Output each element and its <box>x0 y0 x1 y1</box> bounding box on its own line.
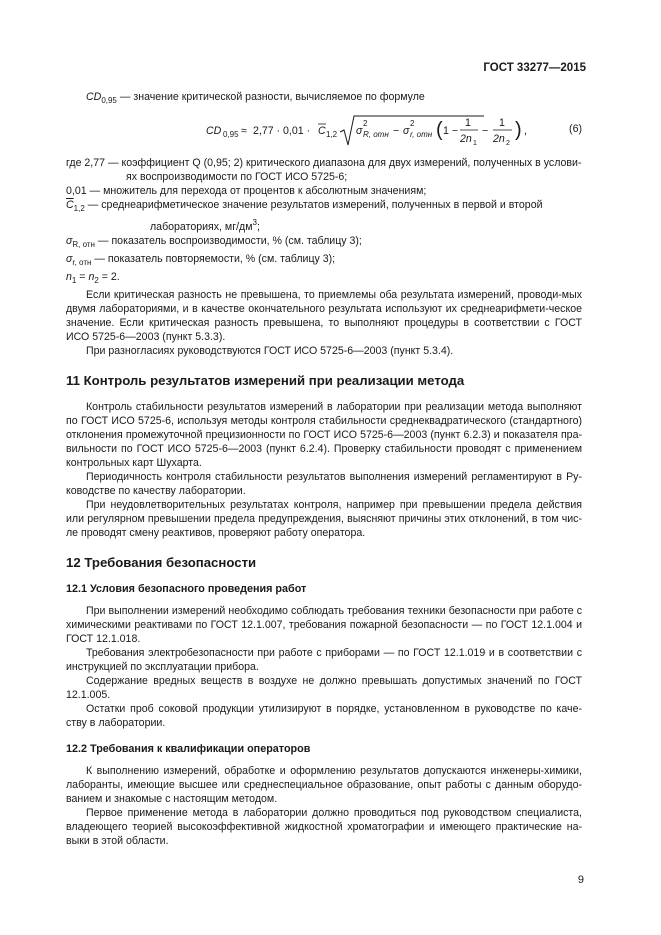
document-header: ГОСТ 33277—2015 <box>483 62 586 74</box>
formula-approx: ≈ <box>241 125 247 137</box>
page-number: 9 <box>577 874 584 886</box>
section-11-title: 11 Контроль результатов измерений при реализации метода <box>66 373 465 388</box>
paragraph: Требования электробезопасности при работе с приборами — по ГОСТ 12.1.019 и в соответствии с инструкцией по эксплуатации прибора. <box>66 647 582 673</box>
formula-paren-open: ( <box>436 119 443 141</box>
paragraph: Периодичность контроля стабильности результатов выполнения измерений регламентируют в Ру-ководстве по качеству лаборатории. <box>66 471 582 497</box>
formula-sigma-rr: σ <box>403 125 410 137</box>
formula-paren-close: ) <box>515 119 522 141</box>
page-content <box>66 90 582 848</box>
paragraph: При разногласиях руководствуются ГОСТ ИСО 5725-6—2003 (пункт 5.3.4). <box>86 345 454 357</box>
paragraph: При неудовлетворительных результатах контроля, например при превышении предела действия или регулярном превышении предела предупреждения, выясняют причины этих отклонений, в том чис-ле проводят смену реактивов, проверяют работу оператора. <box>66 499 582 539</box>
formula-graphic <box>66 112 536 150</box>
legend-mean: $\overline{C}_{1,2}$ — среднеарифметическое значение результатов измерений, полученных в первой и второй лабораториях, $мг/дм^3$; <box>66 199 543 233</box>
formula-sigma-r: σ <box>356 125 363 137</box>
formula-sigma-rr-sub: r, отн <box>410 130 433 139</box>
section-12-title: 12 Требования безопасности <box>66 555 257 570</box>
paragraph: Если критическая разность не превышена, то приемлемы оба результата измерений, проводи-мых двумя лабораториями, и в качестве окончательного результата используют их среднеарифмети-ческое значение. Если критическая разность превышена, то выполняют процедуры в соответствии с ГОСТ ИСО 5725-6—2003 (пункт 5.3.3). <box>66 289 582 343</box>
paragraph: Контроль стабильности результатов измерений в лаборатории при реализации метода выполняют по ГОСТ ИСО 5725-6, используя методы контроля стабильности среднеквадратического (стандартного) отклонения промежуточной прецизионности по ГОСТ ИСО 5725-6—2003 (пункт 6.2.3) и показателя пра-вильности по ГОСТ ИСО 5725-6—2003 (пункт 6.2.4). Проверку стабильности проводят с применением контрольных карт Шухарта. <box>66 401 582 469</box>
formula-frac2-den: 2n <box>493 133 505 145</box>
formula-sigma-r-sub: R, отн <box>363 130 389 139</box>
formula-lhs: CD <box>206 125 222 137</box>
formula-cbar: C <box>318 125 326 137</box>
formula-minus-2: − <box>482 125 489 137</box>
cd-intro: $CD_{0,95}$ — значение критической разности, вычисляемое по формуле <box>86 91 425 105</box>
formula-frac1-den-sub: 1 <box>473 140 477 147</box>
legend-multiplier: 0,01 — множитель для перехода от процентов к абсолютным значениям; <box>66 185 427 197</box>
formula-one-minus: 1 − <box>443 125 459 137</box>
paragraph: К выполнению измерений, обработке и оформлению результатов допускаются инженеры-химики, лаборанты, имеющие высшее или среднеспециальное образование, опыт работы с данным оборудо-ванием и знакомые с настоящим методом. <box>66 765 582 805</box>
paragraph: Первое применение метода в лаборатории должно проводиться под руководством специалиста, владеющего теорией высокоэффективной жидкостной хроматографии и имеющего практические на-выки в этой области. <box>66 807 582 847</box>
formula-frac1-den: 2n <box>460 133 472 145</box>
formula-frac2-num: 1 <box>499 117 505 129</box>
formula-k1: 2,77 · 0,01 · <box>253 125 311 137</box>
legend-n: $n_1 = n_2 = 2$. <box>66 271 120 285</box>
paragraph: При выполнении измерений необходимо соблюдать требования техники безопасности при работе с химическими реактивами по ГОСТ 12.1.007, требования пожарной безопасности — по ГОСТ 12.1.004 и ГОСТ 12.1.018. <box>66 605 582 645</box>
formula-comma: , <box>524 125 527 137</box>
paragraph: Содержание вредных веществ в воздухе не должно превышать допустимых значений по ГОСТ 12.1.005. <box>66 675 582 701</box>
paragraph: Остатки проб соковой продукции утилизируют в порядке, установленном в руководстве по каче-ству в лаборатории. <box>66 703 582 729</box>
formula-number: (6) <box>569 123 582 135</box>
legend-sigma-r: $\sigma_{R, отн}$ — показатель воспроизводимости, % (см. таблицу 3); <box>66 235 362 249</box>
subsection-12-2-title: 12.2 Требования к квалификации операторов <box>66 743 311 755</box>
formula-sq-1: 2 <box>363 119 368 128</box>
legend-sigma-rr: $\sigma_{r, отн}$ — показатель повторяемости, % (см. таблицу 3); <box>66 253 336 267</box>
formula-minus: − <box>393 125 400 137</box>
formula-lhs-sub: 0,95 <box>223 130 239 139</box>
subsection-12-1-title: 12.1 Условия безопасного проведения работ <box>66 583 307 595</box>
legend-coef: где 2,77 — коэффициент Q (0,95; 2) критического диапазона для двух измерений, полученных в услови- ях воспроизводимости по ГОСТ ИСО 5725-6; <box>66 157 582 183</box>
formula-frac1-num: 1 <box>465 117 471 129</box>
formula-cbar-sub: 1,2 <box>326 130 338 139</box>
formula-sq-2: 2 <box>410 119 415 128</box>
formula-6 <box>66 112 582 150</box>
formula-frac2-den-sub: 2 <box>506 140 510 147</box>
